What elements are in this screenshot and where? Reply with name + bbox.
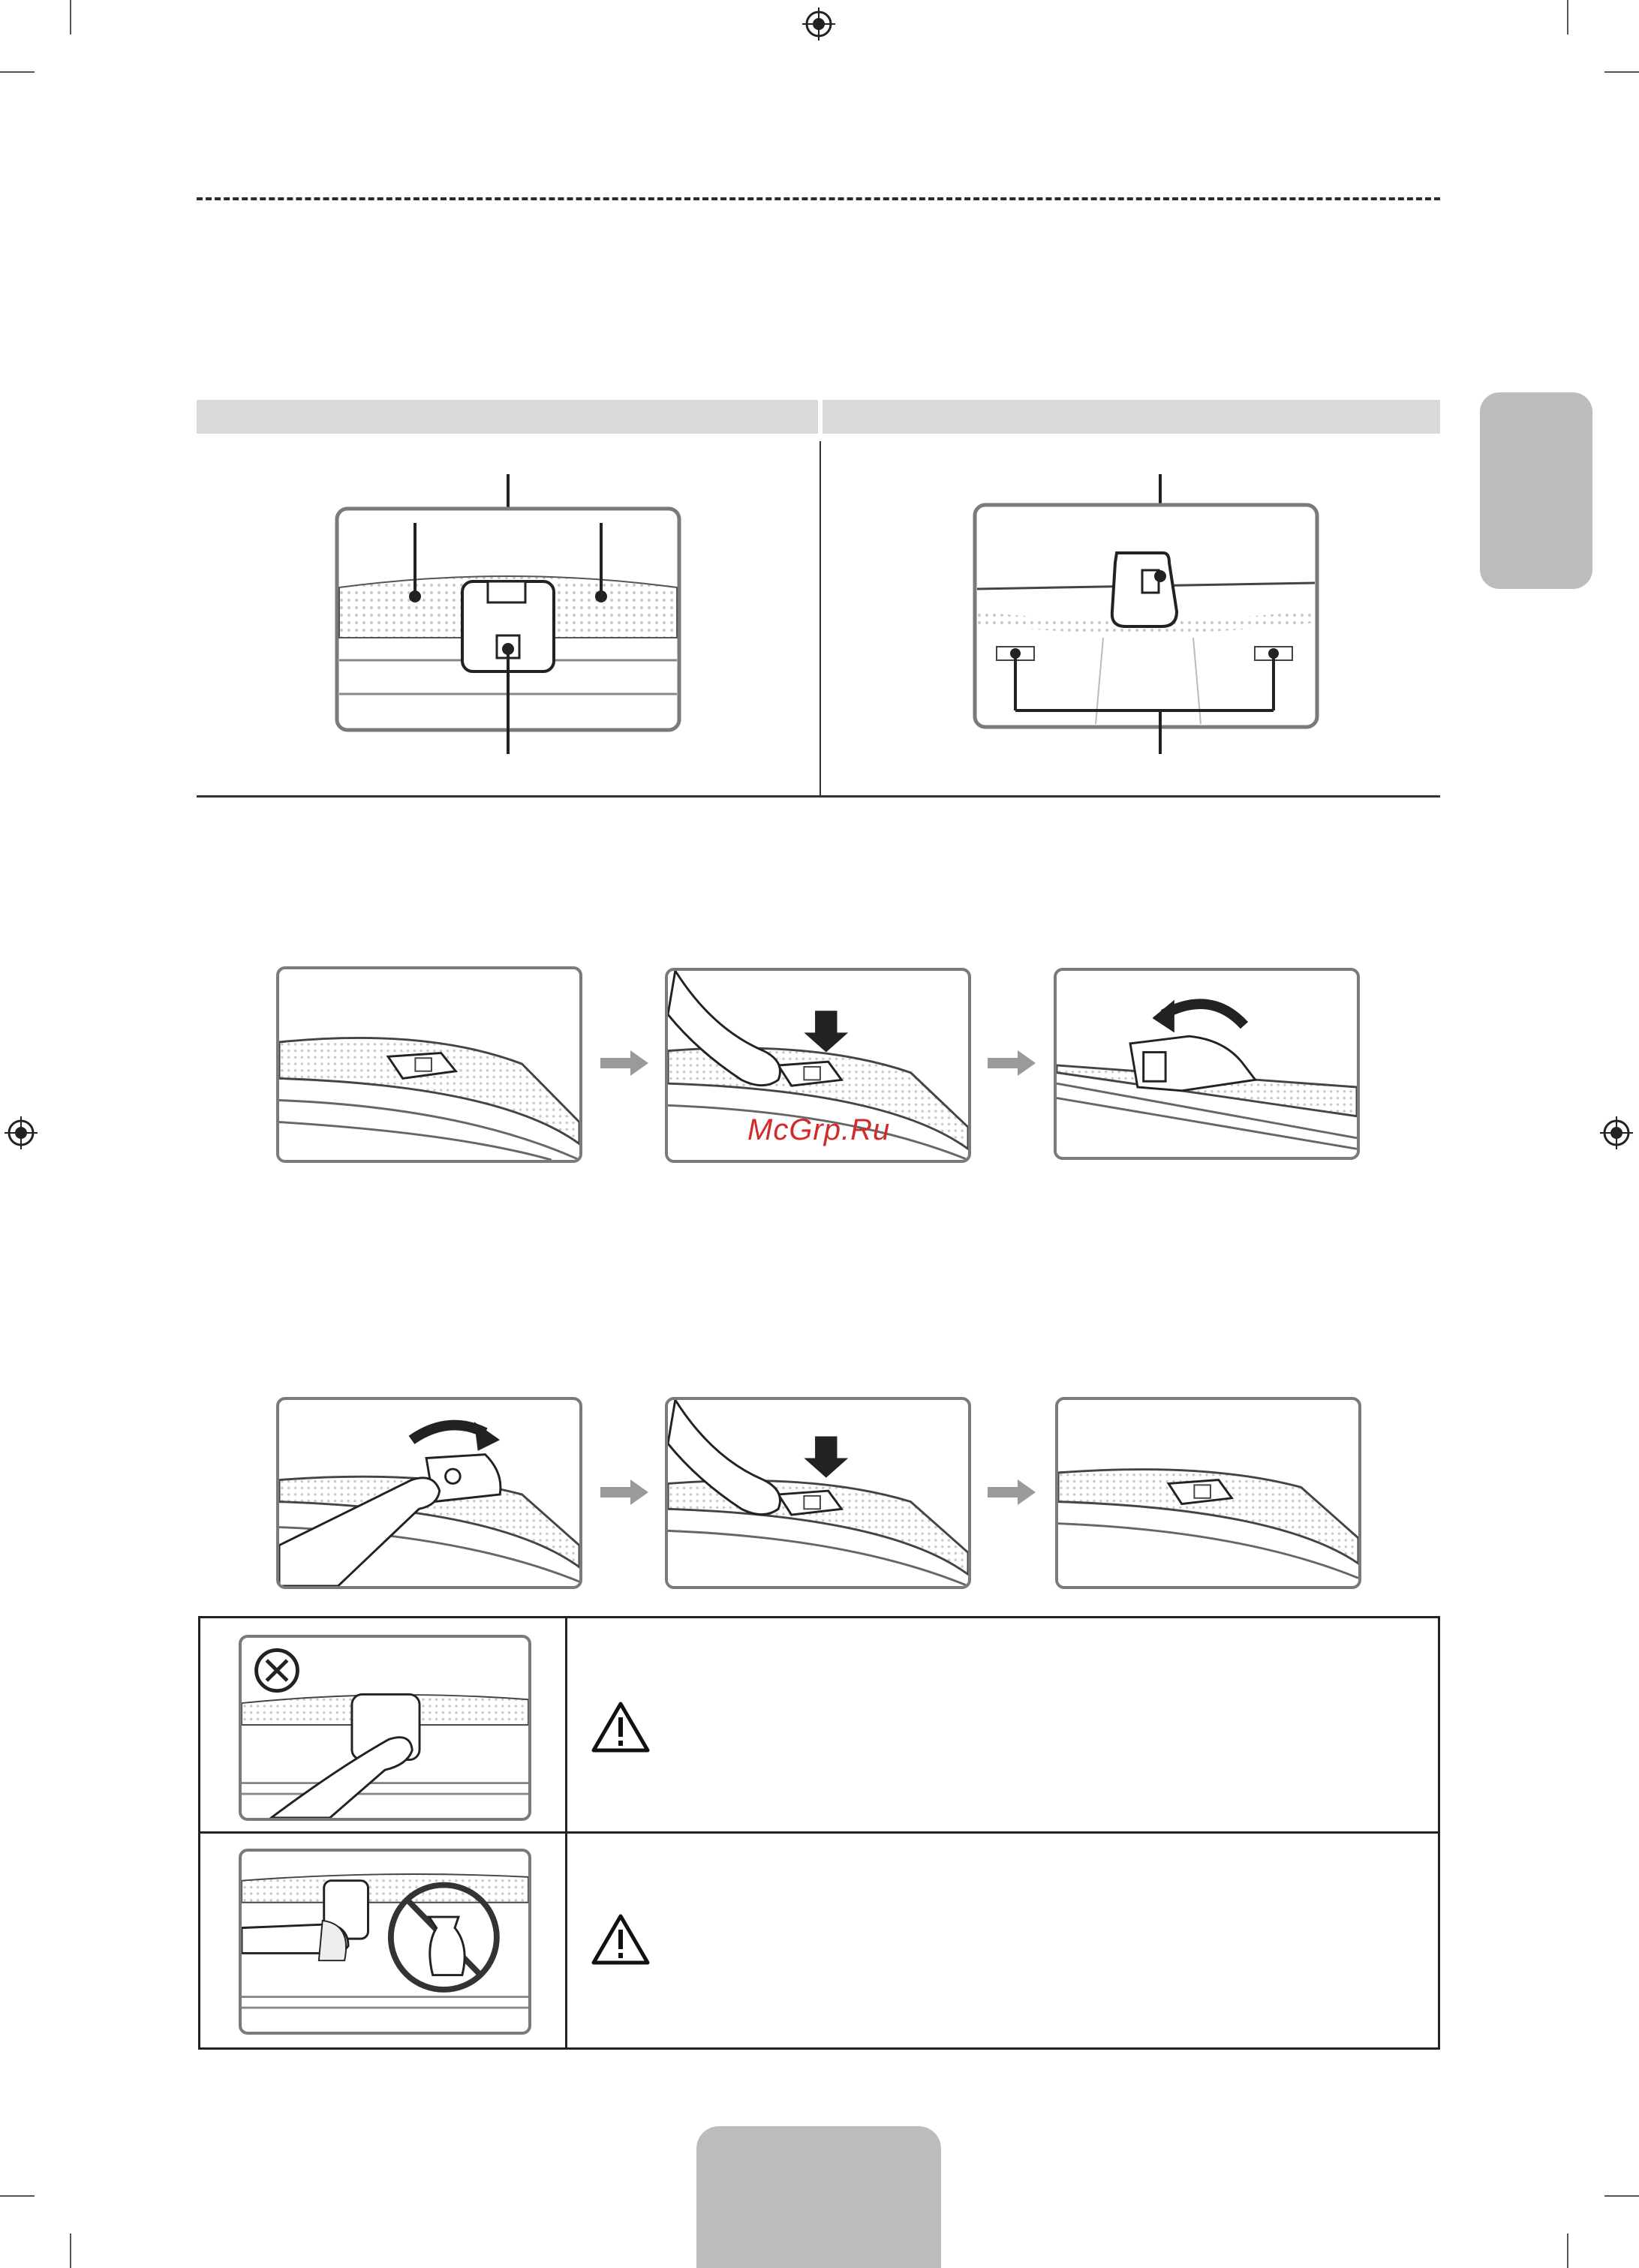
next-step-arrow-icon [988, 1479, 1036, 1505]
camera-rear-figure [968, 469, 1325, 758]
camera-front-figure [330, 469, 687, 758]
attach-step-3 [1055, 1397, 1361, 1589]
table-header-right [823, 400, 1440, 434]
warning-row [200, 1834, 1438, 2047]
next-step-arrow-icon [600, 1050, 648, 1076]
warnings-table [198, 1616, 1440, 2050]
registration-mark-icon [1600, 1116, 1633, 1149]
crop-mark [1567, 2233, 1568, 2268]
warning-triangle-icon [591, 1701, 651, 1753]
crop-mark [70, 2233, 71, 2268]
warning-row [200, 1618, 1438, 1834]
page-number-tab [696, 2126, 941, 2268]
section-divider [197, 197, 1440, 200]
warning-triangle-icon [591, 1913, 651, 1966]
table-column-divider [820, 441, 821, 797]
table-header-left [197, 400, 818, 434]
registration-mark-icon [5, 1116, 38, 1149]
crop-mark [0, 2195, 35, 2197]
table-bottom-rule [197, 795, 1440, 798]
next-step-arrow-icon [988, 1050, 1036, 1076]
detach-step-1 [276, 966, 582, 1163]
crop-mark [1604, 71, 1639, 73]
watermark: McGrp.Ru [747, 1113, 891, 1146]
next-step-arrow-icon [600, 1479, 648, 1505]
crop-mark [1567, 0, 1568, 35]
warning-image-no-push [239, 1635, 531, 1821]
language-tab [1480, 392, 1592, 589]
crop-mark [1604, 2195, 1639, 2197]
detach-step-3 [1054, 968, 1360, 1160]
attach-step-2 [665, 1397, 971, 1589]
registration-mark-icon [802, 8, 835, 41]
attach-step-1 [276, 1397, 582, 1589]
crop-mark [70, 0, 71, 35]
crop-mark [0, 71, 35, 73]
warning-image-no-spray [239, 1849, 531, 2035]
